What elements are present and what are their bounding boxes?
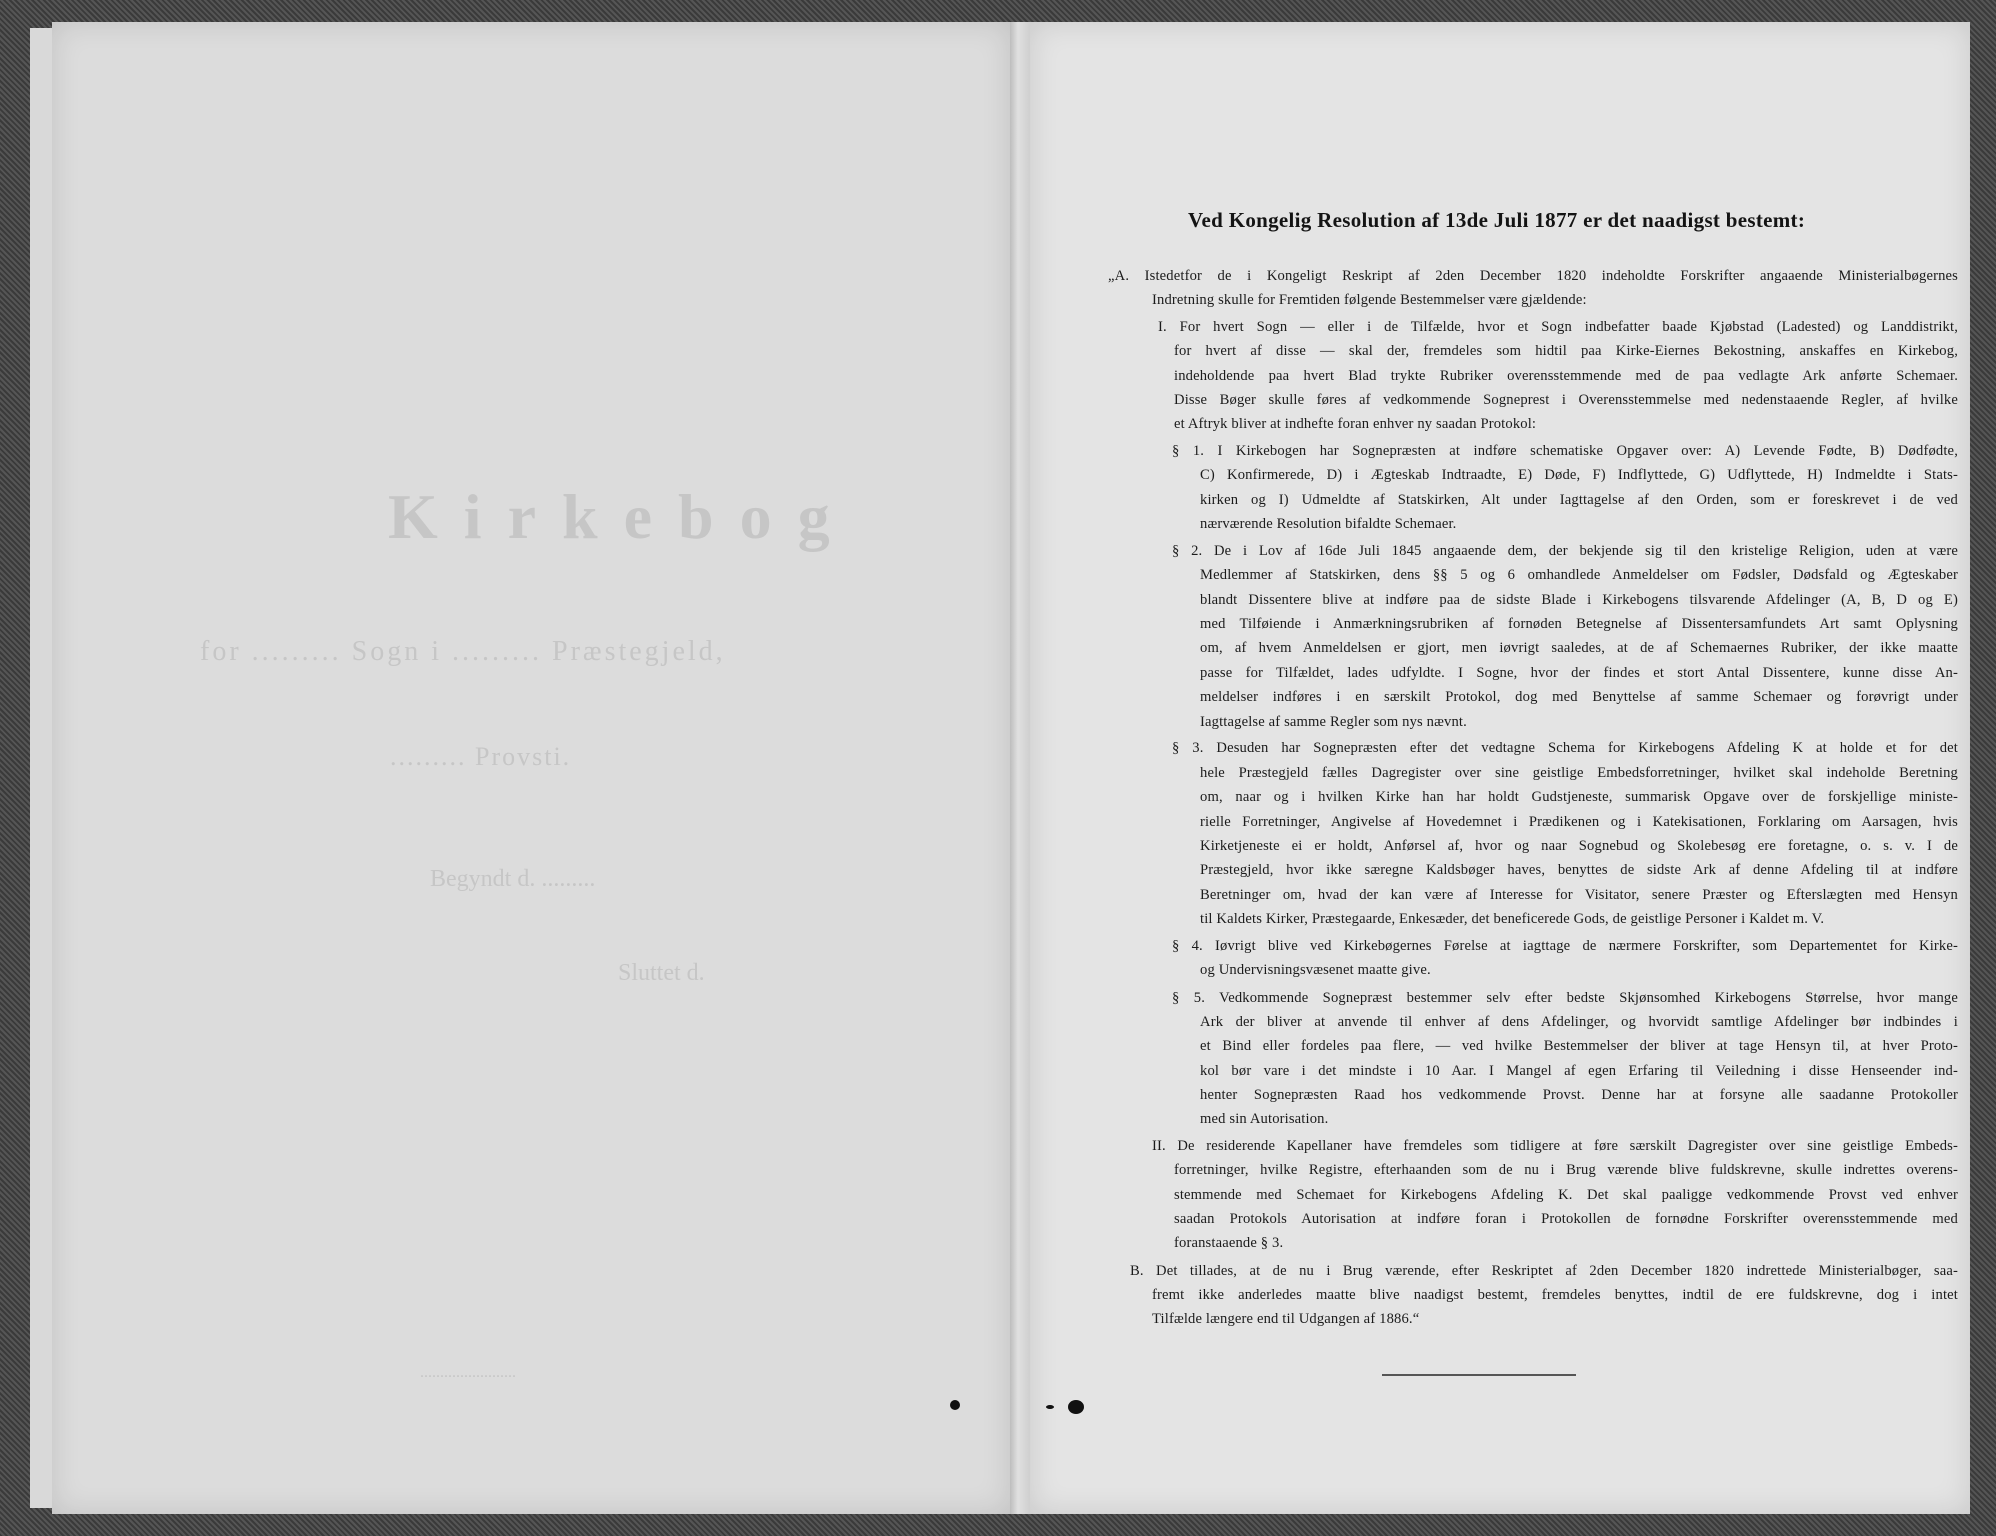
resolution-line: Ark der bliver at anvende til enhver af dens Afdelinger, og hvorvidt samtlige Afdelinger bør indbindes i [1200, 1014, 1958, 1030]
resolution-line: kol bør vare i det mindste i 10 Aar. I Mangel af egen Erfaring til Veiledning i disse Henseender ind- [1200, 1063, 1958, 1079]
resolution-line: om, naar og i hvilken Kirke han har holdt Gudstjeneste, summarisk Opgave over de forskjellige ministe- [1200, 789, 1958, 805]
resolution-line: blandt Dissentere blive at indføre paa de sidste Blade i Kirkebogens tilsvarende Afdelinger (A, B, D og E) [1200, 592, 1958, 608]
resolution-line: meldelser indføres i en særskilt Protokol, dog med Benyttelse af samme Schemaer og forøvrigt under [1200, 689, 1958, 705]
resolution-line: for hvert af disse — skal der, fremdeles som hidtil paa Kirke-Eiernes Bekostning, anskaffes en Kirkebog, [1174, 343, 1958, 359]
ink-stain [1068, 1400, 1084, 1414]
resolution-line: kirken og I) Udmeldte af Statskirken, Alt under Iagttagelse af den Orden, som er foreskrevet i de ved [1200, 492, 1958, 508]
resolution-line: om, af hvem Anmeldelsen er gjort, men iøvrigt saaledes, at de af Schemaernes Rubriker, der ikke maatte [1200, 640, 1958, 656]
resolution-line: Beretninger om, hvad der kan være af Interesse for Visitator, senere Præster og Efterslægten med Hensyn [1200, 887, 1958, 903]
closing-rule [1382, 1374, 1576, 1376]
resolution-line: § 1. I Kirkebogen har Sognepræsten at indføre schematiske Opgaver over: A) Levende Fødte, B) Dødfødte, [1172, 443, 1958, 459]
resolution-line: med Tilføiende i Anmærkningsrubriken af fornøden Betegnelse af Dissentersamfundets Art samt Oplysning [1200, 616, 1958, 632]
resolution-line: forretninger, hvilke Registre, efterhaanden som de nu i Brug værende blive fuldskrevne, skulle indrettes overens- [1174, 1162, 1958, 1178]
resolution-line: og Undervisningsvæsenet maatte give. [1200, 962, 1431, 978]
resolution-line: stemmende med Schemaet for Kirkebogens Afdeling K. Det skal paaligge vedkommende Provst ved enhver [1174, 1187, 1958, 1203]
resolution-line: henter Sognepræsten Raad hos vedkommende Provst. Denne har at forsyne alle saadanne Protokoller [1200, 1087, 1958, 1103]
resolution-line: C) Konfirmerede, D) i Ægteskab Indtraadte, E) Døde, F) Indflyttede, G) Udflyttede, H) Indmeldte i Stats- [1200, 467, 1958, 483]
ink-stain [950, 1400, 960, 1410]
book-gutter [1010, 22, 1030, 1514]
resolution-heading: Ved Kongelig Resolution af 13de Juli 1877 er det naadigst bestemt: [1188, 208, 1806, 232]
ink-stain [1046, 1405, 1054, 1409]
faint-line: Begyndt d. ......... [430, 866, 596, 892]
resolution-line: saadan Protokols Autorisation at indføre foran i Protokollen de fornødne Forskrifter overensstemmende med [1174, 1211, 1958, 1227]
resolution-line: II. De residerende Kapellaner have fremdeles som tidligere at føre særskilt Dagregister over sine geistlige Embeds- [1152, 1138, 1958, 1154]
faint-footer: ........................ [420, 1364, 516, 1381]
resolution-line: „A. Istedetfor de i Kongeligt Reskript af 2den December 1820 indeholdte Forskrifter angaaende Ministerialbøgernes [1108, 268, 1958, 284]
faint-title: Kirkebog [388, 481, 856, 552]
resolution-line: B. Det tillades, at de nu i Brug værende, efter Reskriptet af 2den December 1820 indrettede Ministerialbøger, saa- [1130, 1263, 1958, 1279]
resolution-line: passe for Tilfældet, lades udfyldte. I Sogne, hvor der findes et stort Antal Dissentere, kunne disse An- [1200, 665, 1958, 681]
resolution-line: et Bind eller fordeles paa flere, — ved hvilke Bestemmelser der bliver at tage Hensyn til, at hver Proto- [1200, 1038, 1958, 1054]
resolution-line: foranstaaende § 3. [1174, 1235, 1284, 1251]
resolution-line: rielle Forretninger, Angivelse af Hovedemnet i Prædikenen og i Katekisationen, Forklaring om Aarsagen, hvis [1200, 814, 1958, 830]
faint-line: for ......... Sogn i ......... Præstegjeld, [200, 636, 726, 667]
resolution-line: indeholdende paa hvert Blad trykte Rubriker overensstemmende med de paa vedlagte Ark anførte Schemaer. [1174, 368, 1958, 384]
resolution-line: Indretning skulle for Fremtiden følgende Bestemmelser være gjældende: [1152, 292, 1587, 308]
resolution-line: Medlemmer af Statskirken, dens §§ 5 og 6 omhandlede Anmeldelser om Fødsler, Dødsfald og Ægteskaber [1200, 567, 1958, 583]
resolution-line: et Aftryk bliver at indhefte foran enhver ny saadan Protokol: [1174, 416, 1537, 432]
resolution-line: Præstegjeld, hvor ikke særegne Kaldsbøger haves, benyttes de sidste Ark af denne Afdeling til at indføre [1200, 862, 1958, 878]
resolution-line: hele Præstegjeld fælles Dagregister over sine geistlige Embedsforretninger, hvilket skal indeholde Beretning [1200, 765, 1958, 781]
faint-line: Sluttet d. [618, 960, 705, 986]
resolution-line: Disse Bøger skulle føres af vedkommende Sogneprest i Overensstemmelse med nedenstaaende Regler, af hvilke [1174, 392, 1958, 408]
resolution-line: I. For hvert Sogn — eller i de Tilfælde, hvor et Sogn indbefatter baade Kjøbstad (Ladested) og Landdistrikt, [1158, 319, 1958, 335]
resolution-line: § 3. Desuden har Sognepræsten efter det vedtagne Schema for Kirkebogens Afdeling K at holde et for det [1172, 740, 1958, 756]
resolution-line: § 4. Iøvrigt blive ved Kirkebøgernes Førelse at iagttage de nærmere Forskrifter, som Departementet for Kirke- [1172, 938, 1958, 954]
resolution-line: § 5. Vedkommende Sognepræst bestemmer selv efter bedste Skjønsomhed Kirkebogens Størrelse, hvor mange [1172, 990, 1958, 1006]
resolution-line: Tilfælde længere end til Udgangen af 1886.“ [1152, 1311, 1420, 1327]
resolution-line: nærværende Resolution bifaldte Schemaer. [1200, 516, 1457, 532]
resolution-line: § 2. De i Lov af 16de Juli 1845 angaaende dem, der bekjende sig til den kristelige Religion, uden at være [1172, 543, 1958, 559]
faint-line: ......... Provsti. [390, 742, 572, 771]
resolution-line: fremt ikke anderledes maatte blive naadigst bestemt, fremdeles benyttes, indtil de ere fuldskrevne, dog i intet [1152, 1287, 1958, 1303]
resolution-line: Kirketjeneste ei er holdt, Anførsel af, hvor og naar Sognebud og Skolebesøg ere foretagne, o. s. v. I de [1200, 838, 1958, 854]
resolution-line: Iagttagelse af samme Regler som nys nævnt. [1200, 714, 1467, 730]
resolution-line: med sin Autorisation. [1200, 1111, 1329, 1127]
resolution-line: til Kaldets Kirker, Præstegaarde, Enkesæder, det beneficerede Gods, de geistlige Personer i Kaldet m. V. [1200, 911, 1825, 927]
